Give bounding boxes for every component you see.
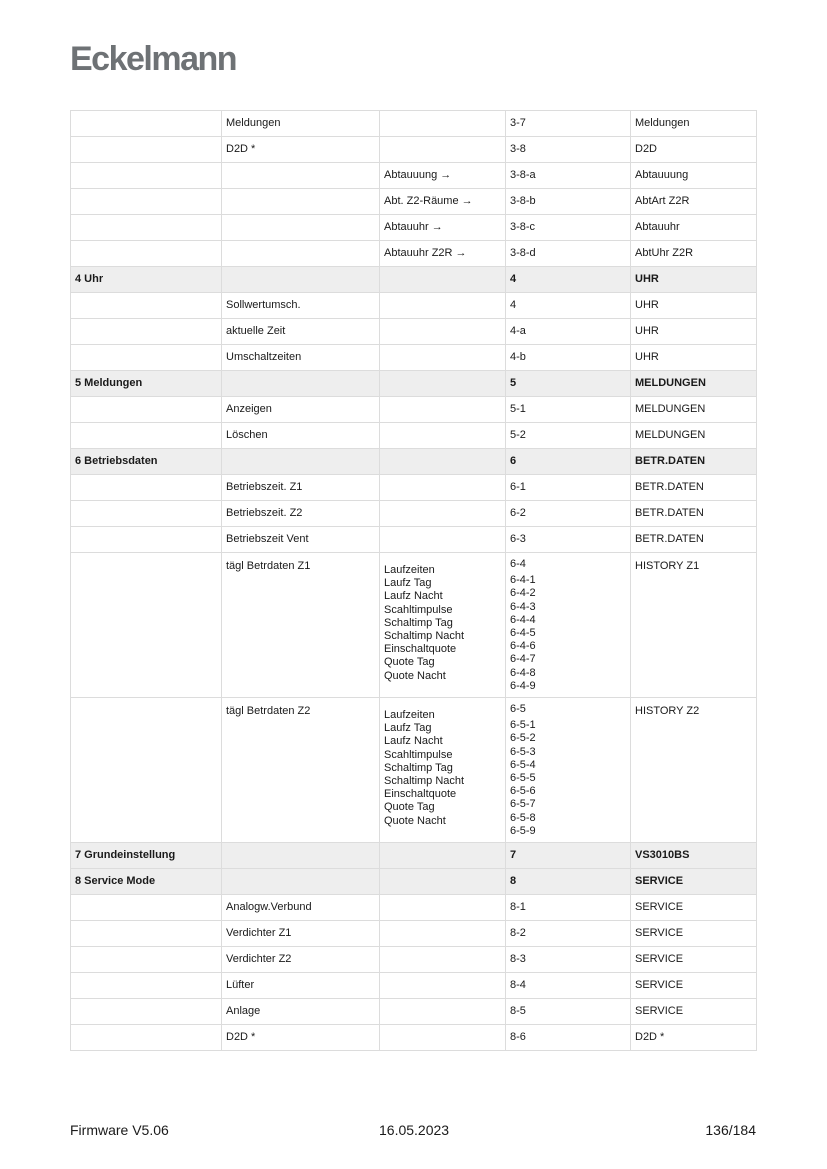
display-title-cell	[631, 215, 757, 241]
display-title-cell	[631, 137, 757, 163]
submenu-cell	[222, 189, 380, 215]
menu-number-cell	[506, 921, 631, 947]
sub-submenu-cell	[380, 527, 506, 553]
submenu-text: Verdichter Z2	[226, 953, 292, 966]
display-title-text: BETR.DATEN	[635, 481, 704, 493]
display-title-cell	[631, 698, 757, 843]
menu-level-cell	[71, 869, 222, 895]
display-title-text: SERVICE	[635, 875, 684, 888]
table-row	[71, 345, 757, 371]
submenu-text: Analogw.Verbund	[226, 901, 312, 914]
menu-level-cell	[71, 973, 222, 999]
history-item-number: 6-5-9	[510, 824, 536, 837]
menu-number-text: 3-8-c	[510, 221, 536, 233]
menu-number-text: 8-3	[510, 953, 526, 966]
menu-level-cell	[71, 921, 222, 947]
submenu-cell	[222, 423, 380, 449]
menu-number-cell	[506, 475, 631, 501]
menu-level-cell	[71, 319, 222, 345]
sub-submenu-cell	[380, 423, 506, 449]
history-item-label: Laufz Nacht	[384, 590, 443, 603]
menu-level-text: 6 Betriebsdaten	[75, 455, 158, 467]
menu-structure-table	[70, 110, 757, 1051]
sub-submenu-cell	[380, 215, 506, 241]
menu-number-text: 8-2	[510, 927, 526, 940]
submenu-cell	[222, 895, 380, 921]
submenu-cell	[222, 293, 380, 319]
display-title-cell	[631, 973, 757, 999]
menu-level-cell	[71, 449, 222, 475]
sub-submenu-cell	[380, 241, 506, 267]
display-title-text: SERVICE	[635, 953, 684, 966]
history-item-number: 6-5-7	[510, 798, 536, 811]
display-title-text: UHR	[635, 273, 659, 285]
menu-level-text: 5 Meldungen	[75, 377, 143, 389]
menu-number-cell	[506, 137, 631, 163]
history-item-number: 6-5-8	[510, 811, 536, 824]
display-title-cell	[631, 921, 757, 947]
menu-level-cell	[71, 999, 222, 1025]
display-title-cell	[631, 999, 757, 1025]
submenu-cell	[222, 1025, 380, 1051]
sub-submenu-cell	[380, 397, 506, 423]
menu-number-cell	[506, 345, 631, 371]
menu-level-cell	[71, 163, 222, 189]
menu-level-cell	[71, 895, 222, 921]
menu-number-text: 4	[510, 273, 517, 285]
menu-number-cell	[506, 698, 631, 843]
display-title-cell	[631, 869, 757, 895]
sub-submenu-cell	[380, 319, 506, 345]
history-menu-number: 6-5	[510, 703, 526, 716]
sub-submenu-cell	[380, 189, 506, 215]
company-logo: Eckelmann	[70, 40, 237, 78]
display-title-cell	[631, 501, 757, 527]
history-item-number: 6-4-8	[510, 666, 536, 679]
menu-number-text: 5-1	[510, 403, 526, 415]
display-title-cell	[631, 843, 757, 869]
sub-submenu-cell	[380, 371, 506, 397]
footer-date: 16.05.2023	[379, 1122, 450, 1138]
sub-submenu-cell	[380, 895, 506, 921]
menu-number-text: 5	[510, 377, 517, 389]
table-row	[71, 293, 757, 319]
menu-number-text: 8-4	[510, 979, 526, 992]
display-title-cell	[631, 475, 757, 501]
menu-level-cell	[71, 345, 222, 371]
menu-number-cell	[506, 449, 631, 475]
menu-level-cell	[71, 241, 222, 267]
display-title-text: BETR.DATEN	[635, 507, 704, 519]
history-item-number: 6-5-4	[510, 758, 536, 771]
menu-level-text: 8 Service Mode	[75, 875, 156, 888]
menu-number-cell	[506, 947, 631, 973]
sub-submenu-cell	[380, 973, 506, 999]
history-menu-number: 6-4	[510, 558, 526, 570]
history-item-label: Schaltimp Tag	[384, 616, 453, 629]
display-title-text: MELDUNGEN	[635, 403, 706, 415]
sub-submenu-cell	[380, 698, 506, 843]
menu-level-cell	[71, 293, 222, 319]
submenu-cell	[222, 111, 380, 137]
menu-number-text: 3-7	[510, 117, 526, 129]
submenu-cell	[222, 345, 380, 371]
display-title-text: HISTORY Z2	[635, 705, 700, 718]
submenu-cell	[222, 475, 380, 501]
submenu-cell	[222, 163, 380, 189]
sub-submenu-cell	[380, 921, 506, 947]
display-title-cell	[631, 371, 757, 397]
menu-number-cell	[506, 895, 631, 921]
display-title-text: AbtUhr Z2R	[635, 247, 694, 259]
display-title-cell	[631, 527, 757, 553]
submenu-text: Sollwertumsch.	[226, 299, 301, 311]
menu-number-text: 6-3	[510, 533, 526, 545]
submenu-cell	[222, 241, 380, 267]
table-row	[71, 973, 757, 999]
history-item-number: 6-4-3	[510, 600, 536, 613]
menu-number-cell	[506, 163, 631, 189]
display-title-cell	[631, 241, 757, 267]
display-title-text: UHR	[635, 299, 659, 311]
display-title-cell	[631, 423, 757, 449]
sub-submenu-cell	[380, 1025, 506, 1051]
table-row	[71, 947, 757, 973]
submenu-cell	[222, 501, 380, 527]
table-row	[71, 137, 757, 163]
display-title-text: VS3010BS	[635, 849, 690, 862]
menu-level-cell	[71, 1025, 222, 1051]
history-item-number: 6-4-6	[510, 640, 536, 653]
menu-number-text: 8-1	[510, 901, 526, 914]
history-item-label: Schaltimp Nacht	[384, 775, 465, 788]
submenu-cell	[222, 397, 380, 423]
table-row	[71, 319, 757, 345]
menu-level-cell	[71, 137, 222, 163]
footer-firmware: Firmware V5.06	[70, 1122, 169, 1138]
menu-number-cell	[506, 371, 631, 397]
submenu-text: aktuelle Zeit	[226, 325, 286, 337]
menu-level-cell	[71, 527, 222, 553]
table-row	[71, 163, 757, 189]
display-title-text: SERVICE	[635, 1005, 684, 1018]
table-row	[71, 189, 757, 215]
submenu-text: Lüfter	[226, 979, 255, 992]
display-title-text: D2D	[635, 143, 658, 155]
history-item-number: 6-4-1	[510, 574, 536, 587]
menu-number-text: 3-8-d	[510, 247, 536, 259]
sub-submenu-cell	[380, 947, 506, 973]
history-item-number: 6-5-6	[510, 785, 536, 798]
menu-level-cell	[71, 947, 222, 973]
submenu-cell	[222, 947, 380, 973]
menu-number-cell	[506, 215, 631, 241]
menu-number-text: 8-5	[510, 1005, 526, 1018]
submenu-text: Meldungen	[226, 117, 281, 129]
submenu-cell	[222, 921, 380, 947]
display-title-text: MELDUNGEN	[635, 429, 706, 441]
submenu-cell	[222, 137, 380, 163]
menu-number-text: 6-1	[510, 481, 526, 493]
sub-submenu-cell	[380, 843, 506, 869]
menu-level-cell	[71, 553, 222, 698]
section-row	[71, 371, 757, 397]
display-title-text: Abtauuhr	[635, 221, 680, 233]
history-item-number: 6-5-2	[510, 732, 536, 745]
table-row	[71, 1025, 757, 1051]
display-title-text: BETR.DATEN	[635, 455, 706, 467]
table-row	[71, 527, 757, 553]
submenu-text: tägl Betrdaten Z2	[226, 705, 311, 718]
history-item-label: Einschaltquote	[384, 788, 457, 801]
menu-level-cell	[71, 423, 222, 449]
history-item-label: Laufz Tag	[384, 722, 432, 735]
history-item-number: 6-5-3	[510, 745, 536, 758]
menu-number-text: 3-8-b	[510, 195, 536, 207]
history-item-label: Quote Tag	[384, 801, 435, 814]
history-item-label: Scahltimpulse	[384, 748, 453, 761]
menu-number-text: 6-2	[510, 507, 526, 519]
display-title-text: MELDUNGEN	[635, 377, 706, 389]
menu-number-text: 5-2	[510, 429, 526, 441]
menu-level-cell	[71, 189, 222, 215]
display-title-cell	[631, 895, 757, 921]
display-title-cell	[631, 345, 757, 371]
submenu-text: Betriebszeit. Z2	[226, 507, 303, 519]
submenu-cell	[222, 527, 380, 553]
history-item-number: 6-4-2	[510, 587, 536, 600]
submenu-text: Umschaltzeiten	[226, 351, 302, 363]
submenu-cell	[222, 698, 380, 843]
history-item-label: Laufzeiten	[384, 709, 435, 722]
table-row	[71, 423, 757, 449]
submenu-text: D2D *	[226, 1031, 256, 1044]
menu-number-text: 3-8-a	[510, 169, 536, 181]
sub-submenu-cell	[380, 345, 506, 371]
table-row	[71, 501, 757, 527]
submenu-cell	[222, 319, 380, 345]
menu-number-text: 7	[510, 849, 517, 862]
table-row	[71, 698, 757, 843]
menu-level-cell	[71, 371, 222, 397]
menu-number-cell	[506, 973, 631, 999]
menu-level-text: 4 Uhr	[75, 273, 104, 285]
display-title-cell	[631, 163, 757, 189]
submenu-text: tägl Betrdaten Z1	[226, 560, 311, 572]
display-title-text: SERVICE	[635, 979, 684, 992]
menu-level-cell	[71, 397, 222, 423]
sub-submenu-cell	[380, 553, 506, 698]
submenu-cell	[222, 973, 380, 999]
submenu-text: Anlage	[226, 1005, 261, 1018]
section-row	[71, 843, 757, 869]
submenu-text: Betriebszeit. Z1	[226, 481, 303, 493]
menu-number-cell	[506, 111, 631, 137]
sub-submenu-cell	[380, 999, 506, 1025]
history-item-label: Laufz Tag	[384, 577, 432, 590]
menu-number-text: 6	[510, 455, 517, 467]
submenu-text: Betriebszeit Vent	[226, 533, 309, 545]
sub-submenu-cell	[380, 501, 506, 527]
section-row	[71, 267, 757, 293]
menu-level-cell	[71, 698, 222, 843]
menu-number-text: 8	[510, 875, 517, 888]
menu-number-cell	[506, 501, 631, 527]
submenu-text: Verdichter Z1	[226, 927, 292, 940]
display-title-cell	[631, 553, 757, 698]
menu-number-text: 4-a	[510, 325, 526, 337]
sub-submenu-cell	[380, 869, 506, 895]
display-title-text: Abtauuung	[635, 169, 689, 181]
menu-number-cell	[506, 189, 631, 215]
sub-submenu-text: Abtauuhr Z2R →	[384, 247, 467, 259]
submenu-cell	[222, 999, 380, 1025]
sub-submenu-cell	[380, 449, 506, 475]
history-item-number: 6-5-5	[510, 772, 536, 785]
menu-number-text: 8-6	[510, 1031, 526, 1044]
menu-level-cell	[71, 267, 222, 293]
submenu-text: Löschen	[226, 429, 268, 441]
sub-submenu-text: Abtauuung →	[384, 169, 452, 181]
display-title-text: HISTORY Z1	[635, 560, 700, 572]
menu-level-cell	[71, 475, 222, 501]
table-row	[71, 553, 757, 698]
display-title-text: Meldungen	[635, 117, 690, 129]
submenu-text: Anzeigen	[226, 403, 272, 415]
submenu-cell	[222, 371, 380, 397]
history-item-number: 6-5-1	[510, 719, 536, 732]
sub-submenu-cell	[380, 475, 506, 501]
menu-number-text: 3-8	[510, 143, 526, 155]
history-item-label: Schaltimp Tag	[384, 761, 453, 774]
display-title-cell	[631, 397, 757, 423]
menu-number-cell	[506, 527, 631, 553]
display-title-text: UHR	[635, 325, 659, 337]
menu-number-cell	[506, 999, 631, 1025]
sub-submenu-cell	[380, 293, 506, 319]
table-row	[71, 895, 757, 921]
menu-number-cell	[506, 241, 631, 267]
display-title-cell	[631, 449, 757, 475]
submenu-cell	[222, 215, 380, 241]
display-title-text: D2D *	[635, 1031, 665, 1044]
section-row	[71, 449, 757, 475]
history-item-label: Quote Tag	[384, 656, 435, 669]
menu-level-cell	[71, 215, 222, 241]
menu-number-cell	[506, 553, 631, 698]
history-item-label: Schaltimp Nacht	[384, 630, 465, 643]
menu-number-text: 4	[510, 299, 517, 311]
display-title-cell	[631, 947, 757, 973]
table-row	[71, 397, 757, 423]
menu-level-text: 7 Grundeinstellung	[75, 849, 176, 862]
submenu-cell	[222, 553, 380, 698]
menu-number-cell	[506, 869, 631, 895]
submenu-text: D2D *	[226, 143, 256, 155]
sub-submenu-text: Abt. Z2-Räume →	[384, 195, 473, 207]
menu-number-cell	[506, 267, 631, 293]
menu-number-cell	[506, 319, 631, 345]
sub-submenu-cell	[380, 267, 506, 293]
table-row	[71, 241, 757, 267]
history-item-label: Scahltimpulse	[384, 603, 453, 616]
table-row	[71, 111, 757, 137]
sub-submenu-cell	[380, 111, 506, 137]
footer-page-number: 136/184	[705, 1122, 756, 1138]
menu-number-cell	[506, 293, 631, 319]
history-item-number: 6-4-5	[510, 627, 536, 640]
display-title-cell	[631, 111, 757, 137]
display-title-text: SERVICE	[635, 901, 684, 914]
menu-number-cell	[506, 1025, 631, 1051]
history-item-number: 6-4-7	[510, 653, 536, 666]
table-row	[71, 475, 757, 501]
menu-number-cell	[506, 843, 631, 869]
menu-level-cell	[71, 111, 222, 137]
table-row	[71, 921, 757, 947]
submenu-cell	[222, 843, 380, 869]
menu-table-body	[71, 111, 757, 1051]
history-item-label: Laufzeiten	[384, 564, 435, 576]
display-title-text: UHR	[635, 351, 659, 363]
submenu-cell	[222, 267, 380, 293]
sub-submenu-text: Abtauuhr →	[384, 221, 443, 233]
menu-number-cell	[506, 397, 631, 423]
history-item-number: 6-4-4	[510, 613, 536, 626]
display-title-text: AbtArt Z2R	[635, 195, 690, 207]
display-title-cell	[631, 189, 757, 215]
display-title-cell	[631, 319, 757, 345]
display-title-cell	[631, 293, 757, 319]
display-title-text: SERVICE	[635, 927, 684, 940]
history-item-label: Quote Nacht	[384, 814, 446, 827]
submenu-cell	[222, 869, 380, 895]
submenu-cell	[222, 449, 380, 475]
section-row	[71, 869, 757, 895]
menu-number-text: 4-b	[510, 351, 526, 363]
menu-number-cell	[506, 423, 631, 449]
history-item-label: Einschaltquote	[384, 643, 457, 656]
history-item-label: Quote Nacht	[384, 669, 446, 682]
sub-submenu-cell	[380, 163, 506, 189]
display-title-cell	[631, 267, 757, 293]
table-row	[71, 215, 757, 241]
table-row	[71, 999, 757, 1025]
display-title-text: BETR.DATEN	[635, 533, 704, 545]
display-title-cell	[631, 1025, 757, 1051]
history-item-label: Laufz Nacht	[384, 735, 443, 748]
menu-level-cell	[71, 501, 222, 527]
history-item-number: 6-4-9	[510, 679, 536, 692]
menu-level-cell	[71, 843, 222, 869]
sub-submenu-cell	[380, 137, 506, 163]
